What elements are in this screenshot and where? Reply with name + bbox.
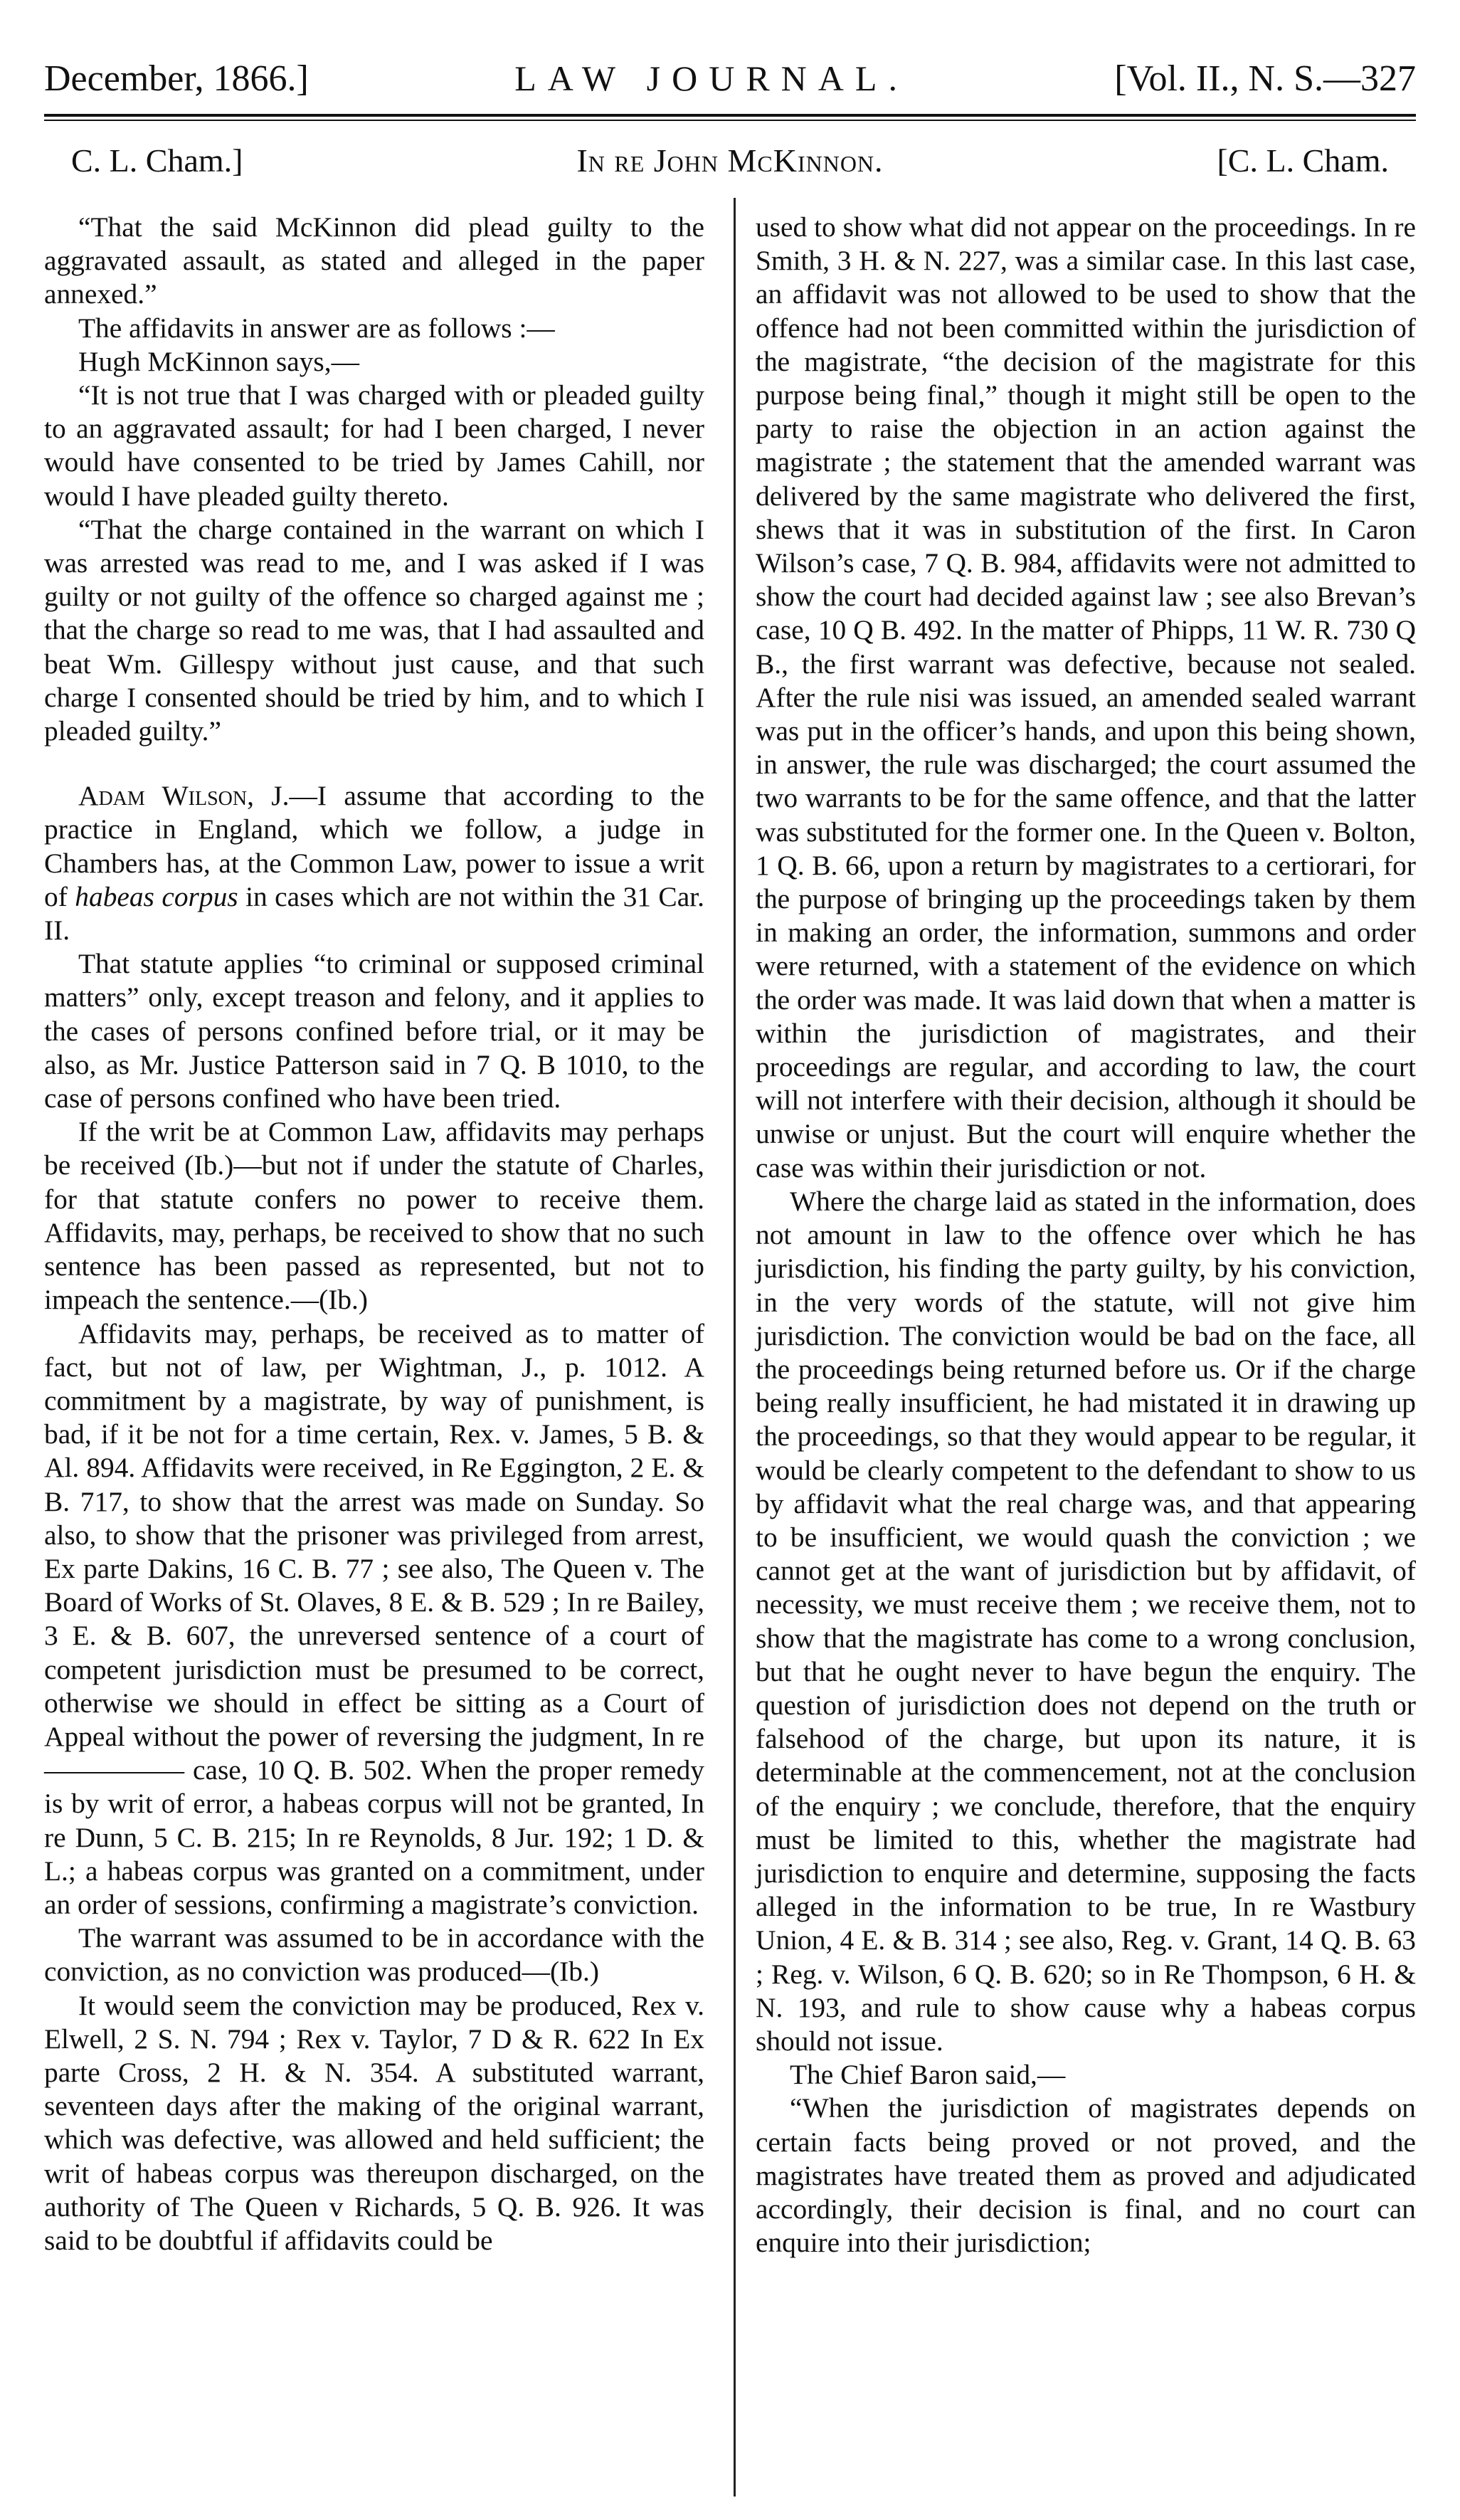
case-title: In re John McKinnon. bbox=[576, 142, 884, 179]
paragraph: Where the charge laid as stated in the information, does not amount in law to the offence over which he has jurisdiction, his finding the party guilty, by his conviction, in the very words of the statute, will not give him jurisdiction. The conviction would be bad on the face, all the proceedings being returned before us. Or if the charge being really insufficient, he had mistated it in drawing up the proceedings, so that they would appear to be regular, it would be clearly competent to the defendant to show to us by affidavit what the real charge was, and that appearing to be insufficient, we would quash the conviction ; we cannot get at the want of jurisdiction but by affidavit, of necessity, we must receive them ; we receive them, not to show that the magistrate has come to a wrong conclusion, but that he ought never to have begun the enquiry. The question of jurisdiction does not depend on the truth or falsehood of the charge, but upon its nature, it is determinable at the commencement, not at the conclusion of the enquiry ; we conclude, therefore, that the enquiry must be limited to this, whether the magistrate had jurisdiction to enquire and determine, supposing the facts alleged in the information to be true, In re Wastbury Union, 4 E. & B. 314 ; see also, Reg. v. Grant, 14 Q. B. 63 ; Reg. v. Wilson, 6 Q. B. 620; so in Re Thompson, 6 H. & N. 193, and rule to show cause why a habeas corpus should not issue. bbox=[756, 1185, 1416, 2057]
habeas-corpus-term: habeas corpus bbox=[75, 880, 238, 912]
paragraph: The affidavits in answer are as follows :— bbox=[78, 312, 555, 344]
judge-name: Adam Wilson, J. bbox=[78, 780, 290, 812]
paragraph: The warrant was assumed to be in accordance with the conviction, as no conviction was produced—(Ib.) bbox=[44, 1922, 704, 1988]
masthead-rule-bottom bbox=[44, 120, 1416, 121]
paragraph: used to show what did not appear on the proceedings. In re Smith, 3 H. & N. 227, was a similar case. In this last case, an affidavit was not allowed to be used to show that the offence had not been committed within the jurisdiction of the magistrate, “the decision of the magistrate for this purpose being final,” though it might still be open to the party to raise the objection in an action against the magistrate ; the statement that the amended warrant was delivered by the same magistrate who delivered the first, shews that it was in substitution of the first. In Caron Wilson’s case, 7 Q. B. 984, affidavits were not admitted to show the court had decided against law ; see also Brevan’s case, 10 Q B. 492. In the matter of Phipps, 11 W. R. 730 Q B., the first warrant was defective, because not sealed. After the rule nisi was issued, an amended sealed warrant was put in the officer’s hands, and upon this being shown, in answer, the rule was discharged; the court assumed the two warrants to be for the same offence, and that the latter was substituted for the former one. In the Queen v. Bolton, 1 Q. B. 66, upon a return by magistrates to a certiorari, for the purpose of bringing up the proceedings taken by them in making an order, the information, summons and order were returned, with a statement of the evidence on which the order was made. It was laid down that when a matter is within the jurisdiction of magistrates, and their proceedings are regular, and according to law, the court will not interfere with their decision, although it should be unwise or unjust. But the court will enquire whether the case was within their jurisdiction or not. bbox=[756, 211, 1416, 1183]
masthead-rule-top bbox=[44, 114, 1416, 117]
judgment-opening: Adam Wilson, J.—I assume that according to the practice in England, which we follow, a judge in Chambers has, at the Common Law, power to issue a writ of habeas corpus in cases which are not within the 31 Car. II. bbox=[44, 780, 704, 947]
paragraph: “It is not true that I was charged with or pleaded guilty to an aggravated assault; for had I been charged, I never would have consented to be tried by James Cahill, nor would I have pleaded guilty thereto. bbox=[44, 379, 704, 512]
journal-title: LAW JOURNAL. bbox=[514, 58, 909, 98]
paragraph: “That the said McKinnon did plead guilty to the aggravated assault, as stated and alleged in the paper annexed.” bbox=[44, 211, 704, 310]
right-column bbox=[756, 211, 1416, 2260]
volume-page: [Vol. II., N. S.—327 bbox=[1114, 58, 1416, 99]
column-divider bbox=[734, 198, 736, 2497]
court-tag-right: [C. L. Cham. bbox=[1217, 142, 1389, 179]
court-tag-left: C. L. Cham.] bbox=[71, 142, 243, 179]
running-head bbox=[71, 135, 1389, 185]
masthead bbox=[44, 50, 1416, 107]
paragraph: That statute applies “to criminal or supposed criminal matters” only, except treason and felony, and it applies to the cases of persons confined before trial, or it may be also, as Mr. Justice Patterson said in 7 Q. B 1010, to the case of persons confined who have been tried. bbox=[44, 948, 704, 1114]
paragraph: The Chief Baron said,— bbox=[790, 2059, 1066, 2091]
paragraph: Hugh McKinnon says,— bbox=[78, 345, 359, 377]
issue-date: December, 1866.] bbox=[44, 58, 309, 99]
paragraph: “That the charge contained in the warrant on which I was arrested was read to me, and I was asked if I was guilty or not guilty of the offence so charged against me ; that the charge so read to me was, that I had assaulted and beat Wm. Gillespy without just cause, and that such charge I consented should be tried by him, and to which I pleaded guilty.” bbox=[44, 513, 704, 747]
left-column bbox=[44, 211, 704, 2257]
paragraph: It would seem the conviction may be produced, Rex v. Elwell, 2 S. N. 794 ; Rex v. Taylor, 7 D & R. 622 In Ex parte Cross, 2 H. & N. 354. A substituted warrant, seventeen days after the making of the original warrant, which was defective, was allowed and held sufficient; the writ of habeas corpus was thereupon discharged, on the authority of The Queen v Richards, 5 Q. B. 926. It was said to be doubtful if affidavits could be bbox=[44, 1989, 704, 2256]
paragraph: If the writ be at Common Law, affidavits may perhaps be received (Ib.)—but not if under the statute of Charles, for that statute confers no power to receive them. Affidavits, may, perhaps, be received to show that no such sentence has been passed as represented, but not to impeach the sentence.—(Ib.) bbox=[44, 1116, 704, 1316]
paragraph: Affidavits may, perhaps, be received as to matter of fact, but not of law, per Wightman, J., p. 1012. A commitment by a magistrate, by way of punishment, is bad, if it be not for a time certain, Rex. v. James, 5 B. & Al. 894. Affidavits were received, in Re Eggington, 2 E. & B. 717, to show that the arrest was made on Sunday. So also, to show that the prisoner was privileged from arrest, Ex parte Dakins, 16 C. B. 77 ; see also, The Queen v. The Board of Works of St. Olaves, 8 E. & B. 529 ; In re Bailey, 3 E. & B. 607, the unreversed sentence of a court of competent jurisdiction must be presumed to be correct, otherwise we should in effect be sitting as a Court of Appeal without the power of reversing the judgment, In re ————— case, 10 Q. B. 502. When the proper remedy is by writ of error, a habeas corpus will not be granted, In re Dunn, 5 C. B. 215; In re Reynolds, 8 Jur. 192; 1 D. & L.; a habeas corpus was granted on a commitment, under an order of sessions, confirming a magistrate’s conviction. bbox=[44, 1317, 704, 1920]
paragraph: “When the jurisdiction of magistrates depends on certain facts being proved or not proved, and the magistrates have treated them as proved and adjudicated accordingly, their decision is final, and no court can enquire into their jurisdiction; bbox=[756, 2092, 1416, 2259]
